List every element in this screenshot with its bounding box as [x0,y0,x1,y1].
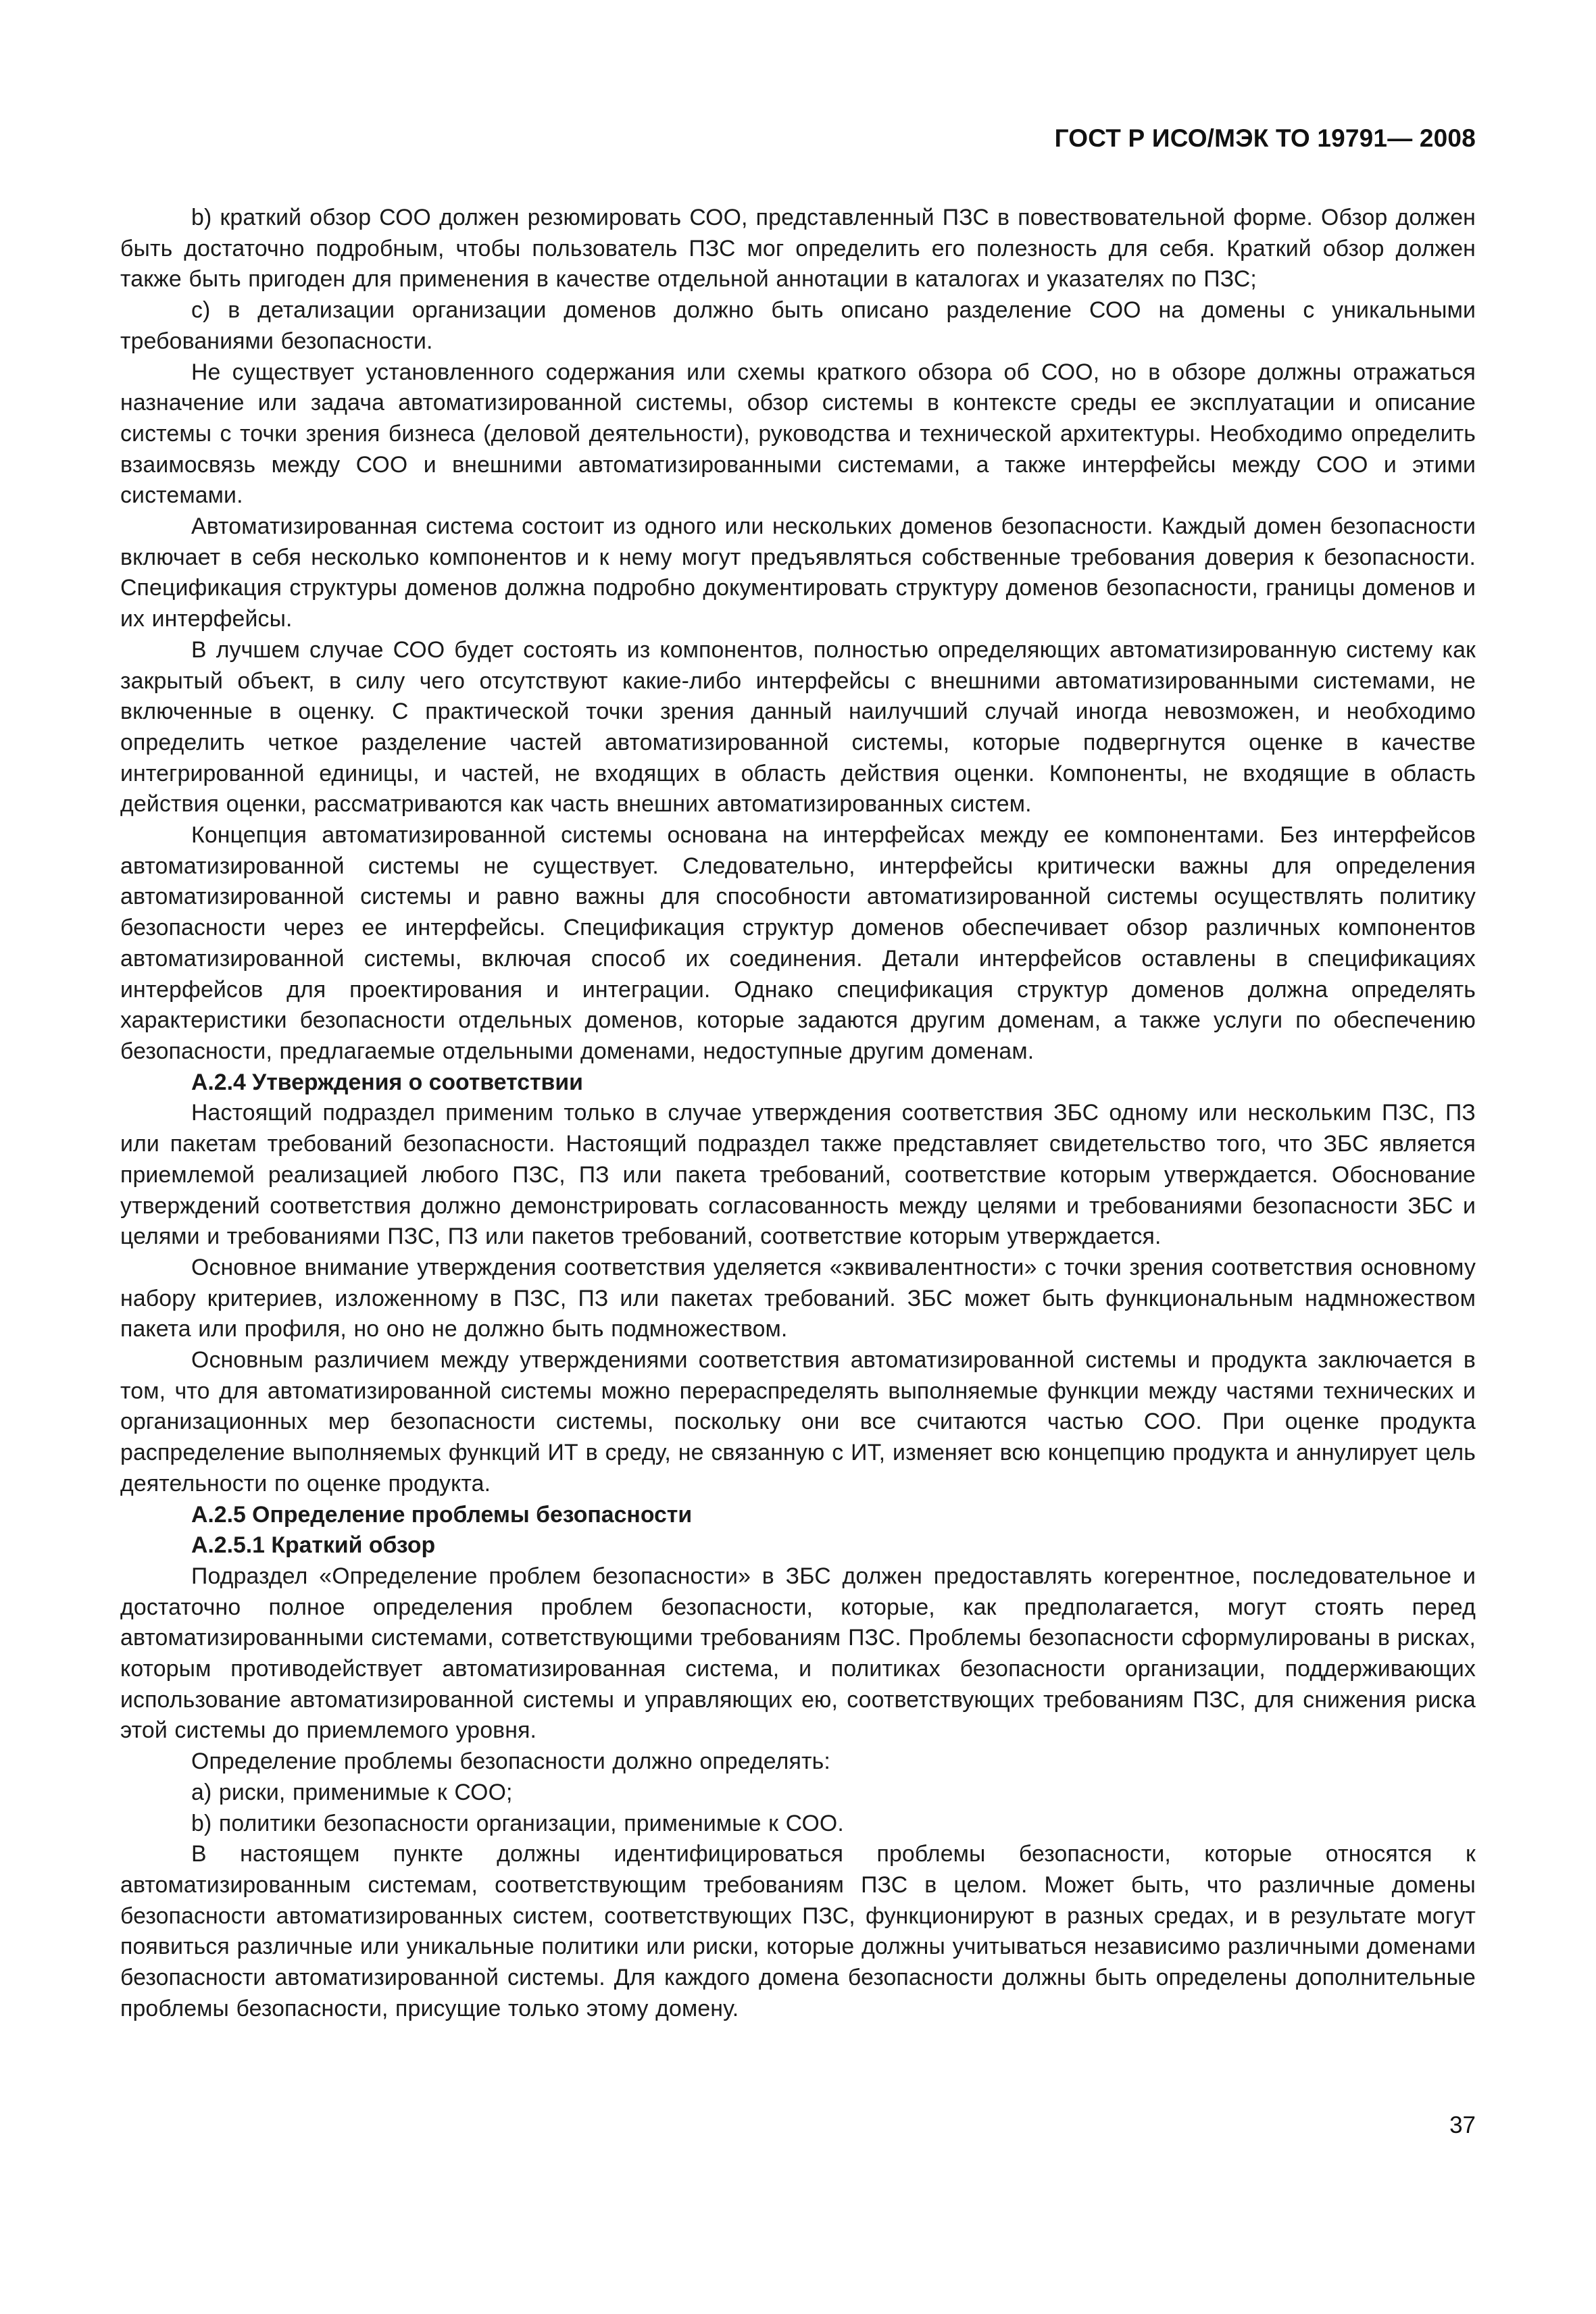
paragraph: Настоящий подраздел применим только в случае утверждения соответствия ЗБС одному или нескольким ПЗС, ПЗ или пакетам требований безопасности. Настоящий подраздел также представляет свидетельство того, что ЗБС является приемлемой реализацией любого ПЗС, ПЗ или пакета требований, соответствие которым утверждается. Обоснование утверждений соответствия должно демонстрировать согласованность между целями и требованиями безопасности ЗБС и целями и требованиями ПЗС, ПЗ или пакетов требований, соответствие которым утверждается. [120,1100,1476,1250]
page-header: ГОСТ Р ИСО/МЭК ТО 19791— 2008 [1054,124,1476,152]
section-heading-a251: А.2.5.1 Краткий обзор [191,1532,436,1559]
list-item-b: b) политики безопасности организации, применимые к СОО. [191,1810,844,1836]
paragraph-c-domains: с) в детализации организации доменов должно быть описано разделение СОО на домены с уникальными требованиями безопасности. [120,297,1476,354]
paragraph: В лучшем случае СОО будет состоять из компонентов, полностью определяющих автоматизированную систему как закрытый объект, в силу чего отсутствуют какие-либо интерфейсы с внешними автоматизированными системами, не включенные в оценку. С практической точки зрения данный наилучший случай иногда невозможен, и необходимо определить четкое разделение частей автоматизированной системы, которые подвергнутся оценке в качестве интегрированной единицы, и частей, не входящих в область действия оценки. Компоненты, не входящие в область действия оценки, рассматриваются как часть внешних автоматизированных систем. [120,636,1476,818]
list-item-a: а) риски, применимые к СОО; [191,1779,513,1805]
paragraph: Не существует установленного содержания или схемы краткого обзора об СОО, но в обзоре должны отражаться назначение или задача автоматизированной системы, обзор системы в контексте среды ее эксплуатации и описание системы с точки зрения бизнеса (деловой деятельности), руководства и технической архитектуры. Необходимо определить взаимосвязь между СОО и внешними автоматизированными системами, а также интерфейсы между СОО и этими системами. [120,359,1476,509]
body-text [120,203,1476,2024]
paragraph: Подраздел «Определение проблем безопасности» в ЗБС должен предоставлять когерентное, последовательное и достаточно полное определения проблем безопасности, которые, как предполагается, могут стоять перед автоматизированными системами, сответствующими требованиям ПЗС. Проблемы безопасности сформулированы в рисках, которым противодействует автоматизированная система, и политиках безопасности организации, поддерживающих использование автоматизированной системы и управляющих ею, соответствующих требованиям ПЗС, для снижения риска этой системы до приемлемого уровня. [120,1563,1476,1744]
paragraph: Основное внимание утверждения соответствия уделяется «эквивалентности» с точки зрения соответствия основному набору критериев, изложенному в ПЗС, ПЗ или пакетах требований. ЗБС может быть функциональным надмножеством пакета или профиля, но оно не должно быть подмножеством. [120,1254,1476,1342]
paragraph: Автоматизированная система состоит из одного или нескольких доменов безопасности. Каждый домен безопасности включает в себя несколько компонентов и к нему могут предъявляться собственные требования доверия к безопасности. Спецификация структуры доменов должна подробно документировать структуру доменов безопасности, границы доменов и их интерфейсы. [120,513,1476,632]
paragraph: В настоящем пункте должны идентифицироваться проблемы безопасности, которые относятся к автоматизированным системам, соответствующим требованиям ПЗС в целом. Может быть, что различные домены безопасности автоматизированных систем, соответствующих ПЗС, функционируют в разных средах, и в результате могут появиться различные или уникальные политики или риски, которые должны учитываться независимо различными доменами безопасности автоматизированной системы. Для каждого домена безопасности должны быть определены дополнительные проблемы безопасности, присущие только этому домену. [120,1841,1476,2021]
paragraph: Концепция автоматизированной системы основана на интерфейсах между ее компонентами. Без интерфейсов автоматизированной системы не существует. Следовательно, интерфейсы критически важны для определения автоматизированной системы и равно важны для способности автоматизированной системы осуществлять политику безопасности через ее интерфейсы. Спецификация структур доменов обеспечивает обзор различных компонентов автоматизированной системы, включая способ их соединения. Детали интерфейсов оставлены в спецификациях интерфейсов для проектирования и интеграции. Однако спецификация структур доменов должна определять характеристики безопасности отдельных доменов, которые задаются другим доменам, а также услуги по обеспечению безопасности, предлагаемые отдельными доменами, недоступные другим доменам. [120,822,1476,1064]
paragraph-b-overview: b) краткий обзор СОО должен резюмировать СОО, представленный ПЗС в повествовательной форме. Обзор должен быть достаточно подробным, чтобы пользователь ПЗС мог определить его полезность для себя. Краткий обзор должен также быть пригоден для применения в качестве отдельной аннотации в каталогах и указателях по ПЗС; [120,205,1476,293]
paragraph: Основным различием между утверждениями соответствия автоматизированной системы и продукта заключается в том, что для автоматизированной системы можно перераспределять выполняемые функции между частями технических и организационных мер безопасности системы, поскольку они все считаются частью СОО. При оценке продукта распределение выполняемых функций ИТ в среду, не связанную с ИТ, изменяет всю концепцию продукта и аннулирует цель деятельности по оценке продукта. [120,1347,1476,1496]
paragraph: Определение проблемы безопасности должно определять: [191,1749,830,1775]
section-heading-a25: А.2.5 Определение проблемы безопасности [191,1501,693,1528]
section-heading-a24: А.2.4 Утверждения о соответствии [191,1069,583,1095]
page-number: 37 [1449,2112,1476,2138]
